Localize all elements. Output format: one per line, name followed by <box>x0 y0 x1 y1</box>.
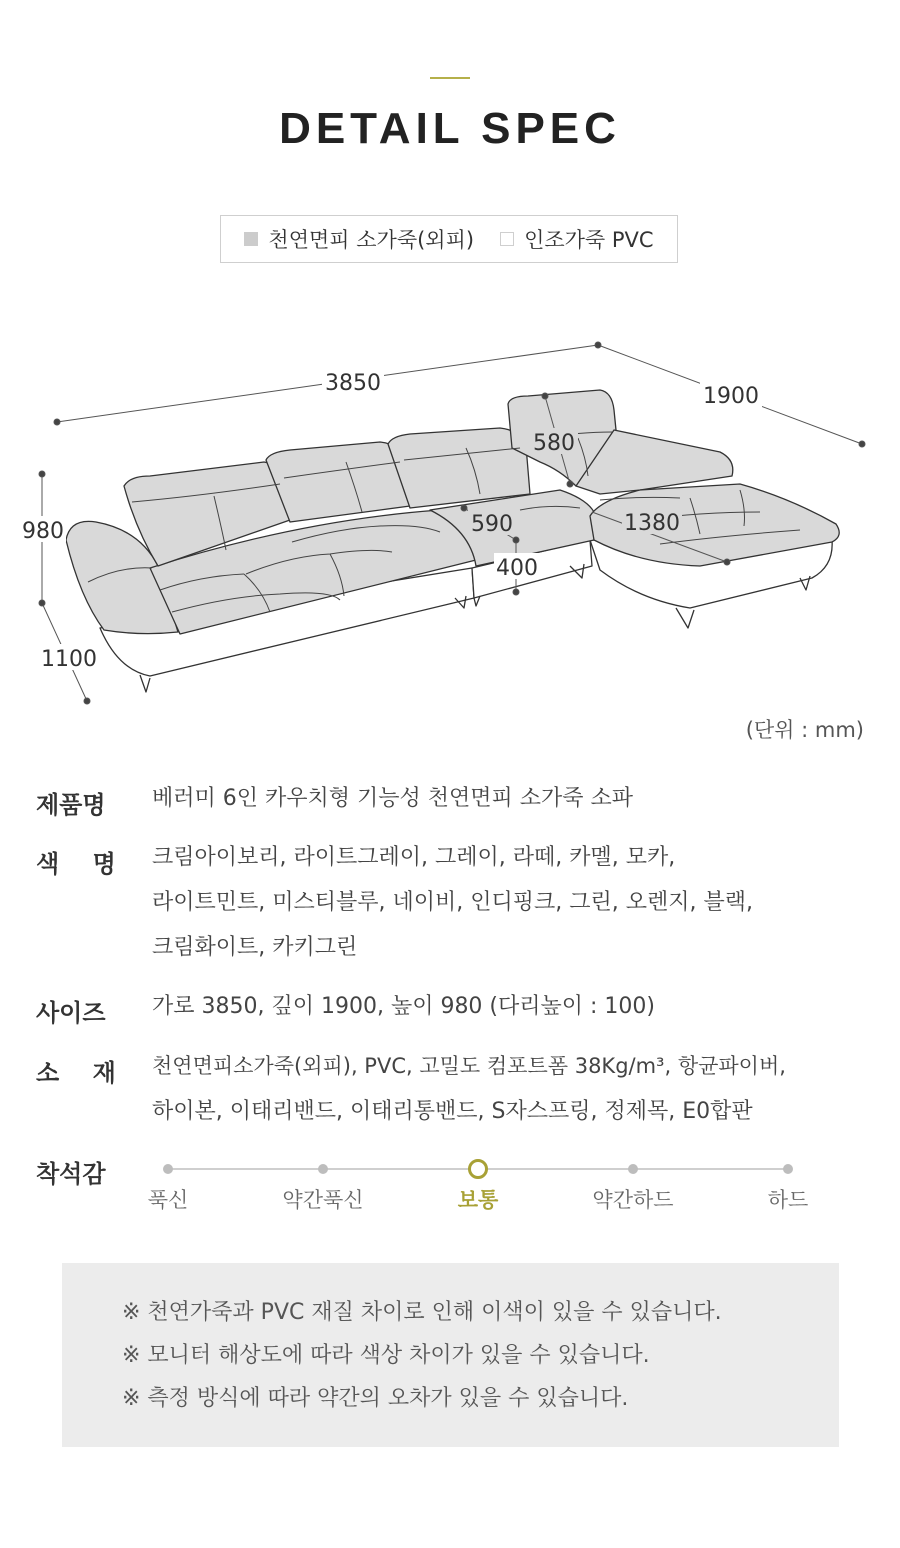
unit-note: (단위 : mm) <box>745 718 864 742</box>
legend-item-artificial <box>500 224 654 254</box>
dim-width-label: 3850 <box>325 371 381 396</box>
dimension-point <box>39 600 45 606</box>
dimension-point <box>595 342 601 348</box>
spec-value: 베러미 6인 카우치형 기능성 천연면피 소가죽 소파 <box>152 786 633 811</box>
dim-depth-label: 1900 <box>703 384 759 409</box>
dim-height-label: 980 <box>22 519 64 544</box>
comfort-level-label: 하드 <box>767 1188 809 1212</box>
spec-label: 착석감 <box>36 1160 106 1188</box>
filled-square-icon <box>244 232 258 246</box>
comfort-level-label: 약간푹신 <box>282 1188 364 1212</box>
comfort-level-label: 푹신 <box>147 1188 189 1212</box>
sofa-illustration <box>66 390 839 692</box>
dim-seat-depth-label: 1100 <box>41 647 97 672</box>
sofa-backrest-3 <box>388 428 530 508</box>
sofa-leg <box>676 608 694 628</box>
page-title: DETAIL SPEC <box>279 104 621 153</box>
comfort-dot <box>318 1164 328 1174</box>
notice-box <box>62 1263 839 1447</box>
spec-label: 소 재 <box>36 1059 116 1087</box>
dim-back-height-label: 580 <box>533 431 575 456</box>
comfort-level-label: 약간하드 <box>592 1188 674 1212</box>
dimension-point <box>84 698 90 704</box>
spec-value-line: 크림아이보리, 라이트그레이, 그레이, 라떼, 카멜, 모카, <box>152 845 676 870</box>
spec-value-line: 하이본, 이태리밴드, 이태리통밴드, S자스프링, 정제목, E0합판 <box>152 1099 753 1124</box>
sofa-backrest-2 <box>266 442 410 522</box>
dim-leg-height-label: 400 <box>496 556 538 581</box>
sofa-dimension-diagram <box>0 320 900 710</box>
legend-artificial-label: 인조가죽 PVC <box>524 228 654 252</box>
dimension-point <box>513 537 519 543</box>
spec-value-line: 크림화이트, 카키그린 <box>152 935 358 960</box>
spec-value: 가로 3850, 깊이 1900, 높이 980 (다리높이 : 100) <box>152 994 655 1019</box>
comfort-level-label: 보통 <box>457 1188 499 1212</box>
spec-label: 제품명 <box>36 791 106 819</box>
title-accent-line <box>430 77 470 79</box>
spec-label: 색 명 <box>36 850 116 878</box>
dimension-point <box>542 393 548 399</box>
dimension-point <box>859 441 865 447</box>
spec-value-line: 천연면피소가죽(외피), PVC, 고밀도 컴포트폼 38Kg/m³, 항균파이버, <box>152 1054 786 1078</box>
notice-line: ※ 모니터 해상도에 따라 색상 차이가 있을 수 있습니다. <box>122 1343 650 1368</box>
notice-line: ※ 측정 방식에 따라 약간의 오차가 있을 수 있습니다. <box>122 1386 629 1411</box>
comfort-dot <box>163 1164 173 1174</box>
legend-item-natural <box>244 224 474 254</box>
comfort-dot-selected <box>468 1159 488 1179</box>
material-legend <box>220 215 678 263</box>
legend-natural-label: 천연면피 소가죽(외피) <box>268 228 475 252</box>
dimension-point <box>54 419 60 425</box>
dimension-point <box>461 505 467 511</box>
dimension-point <box>513 589 519 595</box>
spec-label: 사이즈 <box>36 999 106 1027</box>
spec-value-line: 라이트민트, 미스티블루, 네이비, 인디핑크, 그린, 오렌지, 블랙, <box>152 890 753 915</box>
dimension-point <box>567 481 573 487</box>
comfort-dot <box>783 1164 793 1174</box>
dimension-point <box>724 559 730 565</box>
dimension-point <box>39 471 45 477</box>
empty-square-icon <box>500 232 514 246</box>
notice-line: ※ 천연가죽과 PVC 재질 차이로 인해 이색이 있을 수 있습니다. <box>122 1300 722 1325</box>
dim-seat-height-label: 590 <box>471 512 513 537</box>
sofa-leg <box>140 675 150 692</box>
comfort-dot <box>628 1164 638 1174</box>
dim-chaise-depth-label: 1380 <box>624 511 680 536</box>
